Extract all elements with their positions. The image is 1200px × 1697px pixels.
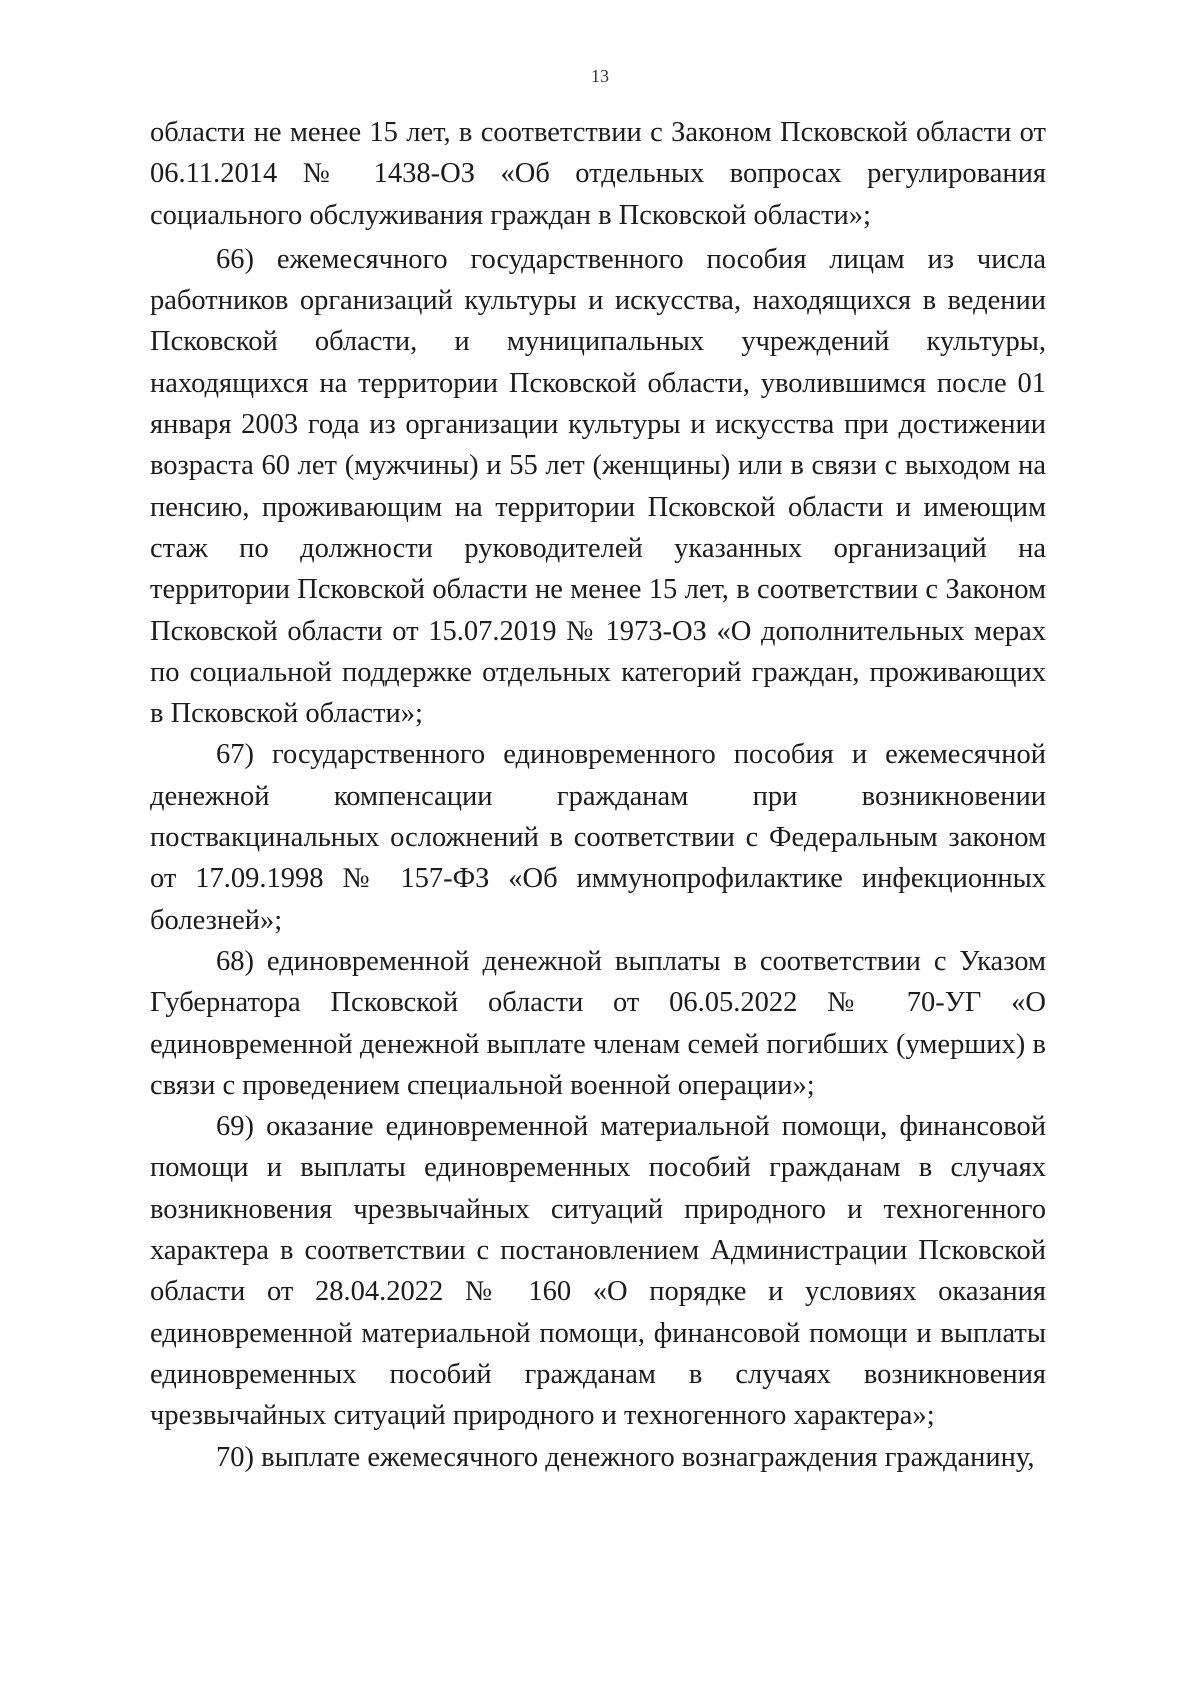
page-number: 13 [591, 66, 609, 86]
paragraph-item-68: 68) единовременной денежной выплаты в соответствии с Указом Губернатора Псковской области от 06.05.2022 № 70-УГ «О единовременной денежной выплате членам семей погибших (умерших) в связи с проведением специальной военной операции»; [150, 945, 1046, 1101]
document-body [150, 112, 1046, 1478]
paragraph-item-66: 66) ежемесячного государственного пособия лицам из числа работников организаций культуры и искусства, находящихся в ведении Псковской области, и муниципальных учреждений культуры, находящихся на территории Псковской области, уволившимся после 01 января 2003 года из организации культуры и искусства при достижении возраста 60 лет (мужчины) и 55 лет (женщины) или в связи с выходом на пенсию, проживающим на территории Псковской области и имеющим стаж по должности руководителей указанных организаций на территории Псковской области не менее 15 лет, в соответствии с Законом Псковской области от 15.07.2019 № 1973-ОЗ «О дополнительных мерах по социальной поддержке отдельных категорий граждан, проживающих в Псковской области»; [150, 243, 1046, 730]
paragraph-continued: области не менее 15 лет, в соответствии с Законом Псковской области от 06.11.2014 № 1438-ОЗ «Об отдельных вопросах регулирования социального обслуживания граждан в Псковской области»; [150, 117, 1046, 231]
paragraph-item-69: 69) оказание единовременной материальной помощи, финансовой помощи и выплаты единовременных пособий гражданам в случаях возникновения чрезвычайных ситуаций природного и техногенного характера в соответствии с постановлением Администрации Псковской области от 28.04.2022 № 160 «О порядке и условиях оказания единовременной материальной помощи, финансовой помощи и выплаты единовременных пособий гражданам в случаях возникновения чрезвычайных ситуаций природного и техногенного характера»; [150, 1111, 1046, 1432]
paragraph-item-67: 67) государственного единовременного пособия и ежемесячной денежной компенсации гражданам при возникновении поствакцинальных осложнений в соответствии с Федеральным законом от 17.09.1998 № 157-ФЗ «Об иммунопрофилактике инфекционных болезней»; [150, 739, 1046, 936]
paragraph-item-70: 70) выплате ежемесячного денежного вознаграждения гражданину, [216, 1441, 1035, 1473]
